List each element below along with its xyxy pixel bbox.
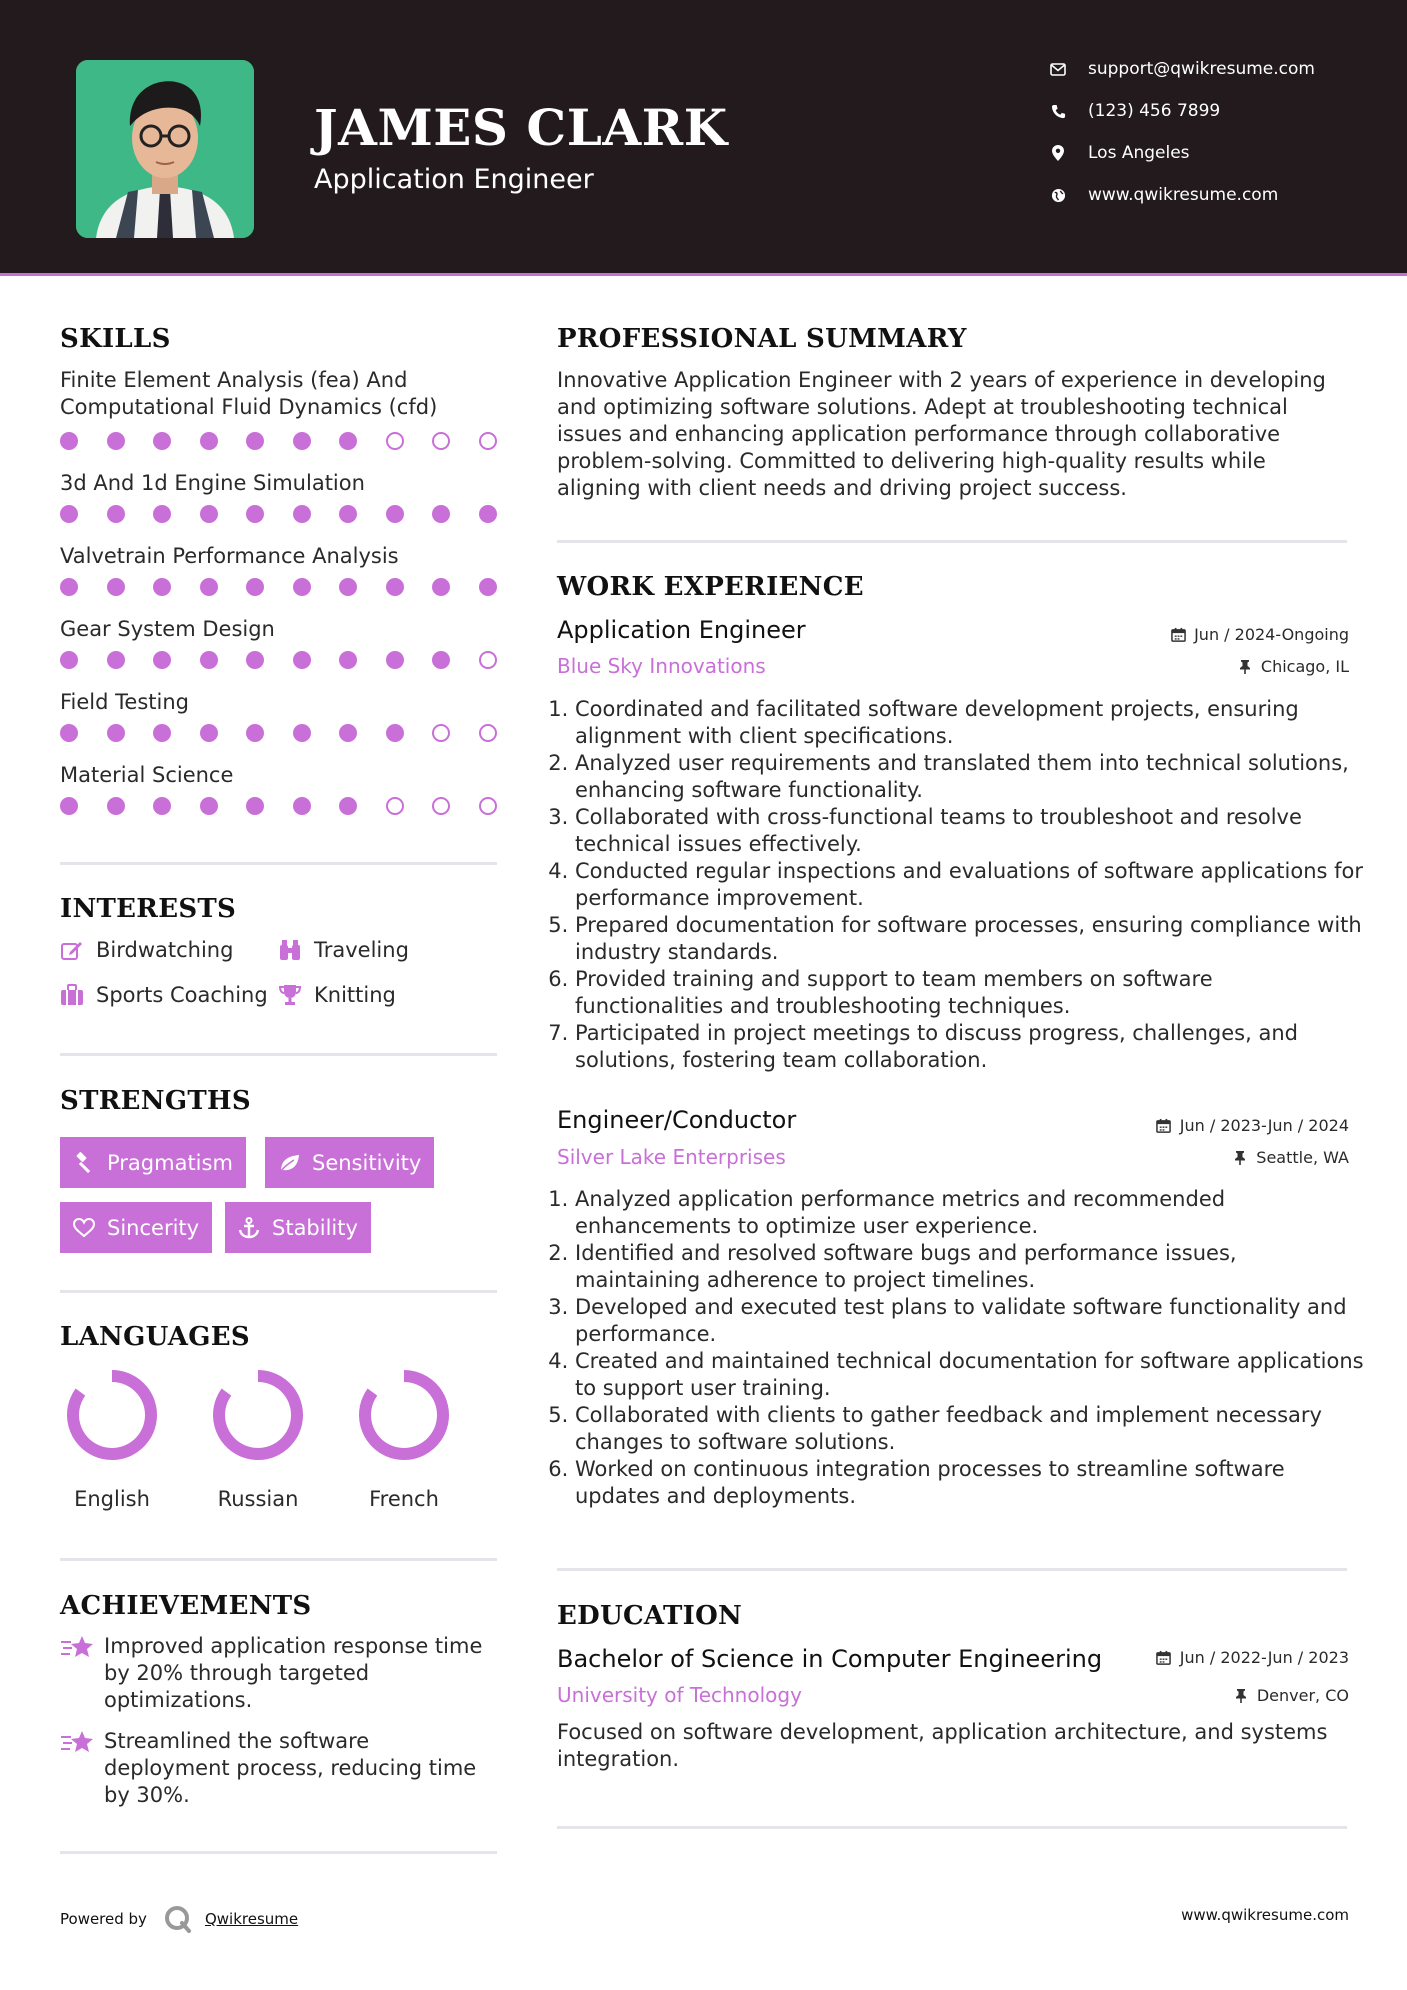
job-title: Application Engineer <box>557 616 806 644</box>
job-bullet: 3. Collaborated with cross-functional teams to troubleshoot and resolve technical issues effectively. <box>575 804 1365 858</box>
rating-dot-filled <box>432 578 450 596</box>
rating-dot-empty <box>479 724 497 742</box>
experience-heading: WORK EXPERIENCE <box>557 572 864 602</box>
rating-dot-filled <box>339 432 357 450</box>
job-bullet: 4. Conducted regular inspections and evaluations of software applications for performance improvement. <box>575 858 1365 912</box>
skill-name: Finite Element Analysis (fea) And Computational Fluid Dynamics (cfd) <box>60 368 438 419</box>
rating-dot-filled <box>60 505 78 523</box>
powered-by-label: Powered by <box>60 1910 147 1928</box>
language-name: Russian <box>217 1487 299 1511</box>
school-name: University of Technology <box>557 1683 802 1707</box>
rating-dot-filled <box>153 651 171 669</box>
job-bullet: 2. Identified and resolved software bugs and performance issues, maintaining adherence to project timelines. <box>575 1240 1365 1294</box>
job-title: Engineer/Conductor <box>557 1106 797 1134</box>
rating-dot-empty <box>432 432 450 450</box>
rating-dot-filled <box>339 797 357 815</box>
rating-dot-filled <box>293 578 311 596</box>
rating-dot-filled <box>293 724 311 742</box>
rating-dot-filled <box>200 724 218 742</box>
rating-dot-filled <box>246 505 264 523</box>
education-location <box>1233 1686 1349 1705</box>
rating-dot-filled <box>246 651 264 669</box>
rating-dot-empty <box>432 797 450 815</box>
section-divider <box>60 1290 497 1293</box>
rating-dot-filled <box>153 432 171 450</box>
interest-item <box>60 983 268 1007</box>
job-bullet: 5. Collaborated with clients to gather feedback and implement necessary changes to software solutions. <box>575 1402 1365 1456</box>
rating-dot-filled <box>293 797 311 815</box>
job-bullet: 6. Worked on continuous integration processes to streamline software updates and deployments. <box>575 1456 1365 1510</box>
strength-badge <box>60 1202 212 1253</box>
skill-name: Gear System Design <box>60 617 275 641</box>
interest-label: Birdwatching <box>96 938 234 962</box>
section-divider <box>557 1826 1347 1829</box>
calendar-icon <box>1156 1650 1172 1666</box>
phone-icon <box>1050 103 1066 119</box>
job-bullet: 6. Provided training and support to team members on software functionalities and troubleshooting techniques. <box>575 966 1365 1020</box>
skill-rating <box>60 651 500 669</box>
job-bullets <box>557 696 1365 1074</box>
contact-phone-text: (123) 456 7899 <box>1088 101 1221 121</box>
achievement-text: Improved application response time by 20% through targeted optimizations. <box>104 1634 483 1712</box>
language-level-ring <box>66 1369 158 1461</box>
strengths-heading: STRENGTHS <box>60 1086 251 1116</box>
profile-photo <box>76 60 254 238</box>
trophy-icon <box>278 983 302 1007</box>
rating-dot-filled <box>200 505 218 523</box>
powered-by <box>60 1904 298 1934</box>
strength-badge <box>225 1202 371 1253</box>
rating-dot-filled <box>60 432 78 450</box>
shooting-star-icon <box>60 1633 96 1661</box>
job-bullet: 3. Developed and executed test plans to validate software functionality and performance. <box>575 1294 1365 1348</box>
heart-icon <box>73 1217 95 1239</box>
pushpin-icon <box>1237 659 1253 675</box>
job-dates <box>1156 1116 1349 1135</box>
skills-heading: SKILLS <box>60 324 171 354</box>
languages-heading: LANGUAGES <box>60 1322 250 1352</box>
globe-icon <box>1050 187 1066 203</box>
rating-dot-filled <box>386 505 404 523</box>
section-divider <box>60 1558 497 1561</box>
job-location <box>1232 1148 1349 1167</box>
rating-dot-filled <box>246 797 264 815</box>
language-name: French <box>369 1487 439 1511</box>
map-pin-icon <box>1050 145 1066 161</box>
contact-phone[interactable] <box>1050 101 1220 121</box>
skill-rating <box>60 724 500 742</box>
job-dates-text: Jun / 2024-Ongoing <box>1194 625 1349 644</box>
rating-dot-filled <box>107 505 125 523</box>
rating-dot-filled <box>246 578 264 596</box>
skill-rating <box>60 432 500 450</box>
education-heading: EDUCATION <box>557 1601 743 1631</box>
interest-label: Sports Coaching <box>96 983 268 1007</box>
rating-dot-filled <box>339 724 357 742</box>
rating-dot-empty <box>479 432 497 450</box>
briefcase-icon <box>60 983 84 1007</box>
strength-label: Pragmatism <box>107 1150 233 1175</box>
rating-dot-filled <box>339 505 357 523</box>
anchor-icon <box>238 1217 260 1239</box>
calendar-icon <box>1156 1118 1172 1134</box>
rating-dot-filled <box>293 432 311 450</box>
calendar-icon <box>1170 627 1186 643</box>
contact-email-text: support@qwikresume.com <box>1088 59 1315 79</box>
degree-title: Bachelor of Science in Computer Engineering <box>557 1645 1103 1673</box>
job-location <box>1237 657 1349 676</box>
rating-dot-filled <box>153 578 171 596</box>
rating-dot-empty <box>479 797 497 815</box>
job-dates <box>1170 625 1349 644</box>
gavel-icon <box>73 1152 95 1174</box>
section-divider <box>557 540 1347 543</box>
rating-dot-filled <box>60 578 78 596</box>
candidate-role: Application Engineer <box>314 164 594 195</box>
rating-dot-filled <box>432 651 450 669</box>
binoculars-icon <box>278 938 302 962</box>
rating-dot-filled <box>60 724 78 742</box>
language-level-ring <box>358 1369 450 1461</box>
section-divider <box>60 1851 497 1854</box>
rating-dot-filled <box>107 797 125 815</box>
job-company: Blue Sky Innovations <box>557 654 766 678</box>
language-level-arc <box>73 1376 151 1454</box>
education-text: Focused on software development, application architecture, and systems integration. <box>557 1720 1328 1771</box>
rating-dot-filled <box>386 724 404 742</box>
rating-dot-filled <box>293 505 311 523</box>
skill-name: Valvetrain Performance Analysis <box>60 544 399 568</box>
skill-rating <box>60 505 500 523</box>
job-bullet: 1. Coordinated and facilitated software development projects, ensuring alignment with client specifications. <box>575 696 1365 750</box>
envelope-icon <box>1050 61 1066 77</box>
job-location-text: Seattle, WA <box>1256 1148 1349 1167</box>
rating-dot-filled <box>200 651 218 669</box>
job-bullet: 5. Prepared documentation for software processes, ensuring compliance with industry standards. <box>575 912 1365 966</box>
rating-dot-filled <box>246 724 264 742</box>
rating-dot-filled <box>386 651 404 669</box>
job-company: Silver Lake Enterprises <box>557 1145 786 1169</box>
shooting-star-icon <box>60 1728 96 1756</box>
section-divider <box>557 1568 1347 1571</box>
job-bullet: 2. Analyzed user requirements and translated them into technical solutions, enhancing software functionality. <box>575 750 1365 804</box>
rating-dot-filled <box>60 797 78 815</box>
rating-dot-filled <box>60 651 78 669</box>
interests-heading: INTERESTS <box>60 894 237 924</box>
rating-dot-filled <box>107 724 125 742</box>
contact-website[interactable] <box>1050 185 1278 205</box>
strength-badge <box>265 1137 434 1188</box>
qwikresume-logo-icon <box>163 1904 193 1934</box>
job-bullet: 1. Analyzed application performance metrics and recommended enhancements to optimize user experience. <box>575 1186 1365 1240</box>
strength-badge <box>60 1137 246 1188</box>
skill-name: Field Testing <box>60 690 189 714</box>
rating-dot-empty <box>479 651 497 669</box>
footer-url[interactable]: www.qwikresume.com <box>1181 1906 1349 1924</box>
rating-dot-filled <box>153 505 171 523</box>
qwikresume-link[interactable]: Qwikresume <box>204 1910 299 1928</box>
rating-dot-filled <box>153 797 171 815</box>
language-name: English <box>74 1487 150 1511</box>
rating-dot-filled <box>479 578 497 596</box>
achievement-item <box>60 1728 500 1809</box>
rating-dot-filled <box>153 724 171 742</box>
contact-location <box>1050 143 1190 163</box>
education-dates <box>1156 1648 1349 1667</box>
contact-email[interactable] <box>1050 59 1315 79</box>
pencil-square-icon <box>60 938 84 962</box>
rating-dot-filled <box>339 651 357 669</box>
rating-dot-filled <box>339 578 357 596</box>
interest-label: Traveling <box>314 938 409 962</box>
rating-dot-filled <box>107 432 125 450</box>
job-bullet: 4. Created and maintained technical documentation for software applications to support user training. <box>575 1348 1365 1402</box>
rating-dot-filled <box>200 578 218 596</box>
resume-header <box>0 0 1407 276</box>
contact-location-text: Los Angeles <box>1088 143 1190 163</box>
rating-dot-filled <box>200 432 218 450</box>
rating-dot-empty <box>432 724 450 742</box>
job-location-text: Chicago, IL <box>1260 657 1349 676</box>
skill-rating <box>60 797 500 815</box>
section-divider <box>60 1053 497 1056</box>
rating-dot-filled <box>107 578 125 596</box>
leaf-icon <box>278 1152 300 1174</box>
skill-rating <box>60 578 500 596</box>
education-dates-text: Jun / 2022-Jun / 2023 <box>1179 1648 1349 1667</box>
rating-dot-empty <box>386 797 404 815</box>
rating-dot-filled <box>479 505 497 523</box>
interest-item <box>60 938 233 962</box>
rating-dot-filled <box>246 432 264 450</box>
summary-heading: PROFESSIONAL SUMMARY <box>557 324 967 354</box>
candidate-name: JAMES CLARK <box>314 98 728 157</box>
interest-label: Knitting <box>314 983 396 1007</box>
language-level-arc <box>219 1376 297 1454</box>
rating-dot-filled <box>200 797 218 815</box>
job-dates-text: Jun / 2023-Jun / 2024 <box>1179 1116 1349 1135</box>
achievement-item <box>60 1633 500 1714</box>
interest-item <box>278 983 396 1007</box>
strength-label: Sincerity <box>107 1215 200 1240</box>
rating-dot-filled <box>432 505 450 523</box>
rating-dot-filled <box>293 651 311 669</box>
language-level-arc <box>365 1376 443 1454</box>
contact-website-text: www.qwikresume.com <box>1088 185 1279 205</box>
achievements-heading: ACHIEVEMENTS <box>60 1591 312 1621</box>
section-divider <box>60 862 497 865</box>
job-bullet: 7. Participated in project meetings to discuss progress, challenges, and solutions, fostering team collaboration. <box>575 1020 1365 1074</box>
summary-text: Innovative Application Engineer with 2 years of experience in developing and optimizing software solutions. Adept at troubleshooting technical issues and enhancing application performance through collaborative problem-solving. Committed to delivering high-quality results while aligning with client needs and driving project success. <box>557 368 1326 500</box>
language-level-ring <box>212 1369 304 1461</box>
pushpin-icon <box>1233 1688 1249 1704</box>
rating-dot-empty <box>386 432 404 450</box>
pushpin-icon <box>1232 1150 1248 1166</box>
education-location-text: Denver, CO <box>1256 1686 1349 1705</box>
rating-dot-filled <box>107 651 125 669</box>
skill-name: 3d And 1d Engine Simulation <box>60 471 365 495</box>
strength-label: Sensitivity <box>312 1150 422 1175</box>
rating-dot-filled <box>386 578 404 596</box>
strength-label: Stability <box>272 1215 358 1240</box>
job-bullets <box>557 1186 1365 1510</box>
skill-name: Material Science <box>60 763 234 787</box>
achievement-text: Streamlined the software deployment process, reducing time by 30%. <box>104 1729 477 1807</box>
interest-item <box>278 938 409 962</box>
